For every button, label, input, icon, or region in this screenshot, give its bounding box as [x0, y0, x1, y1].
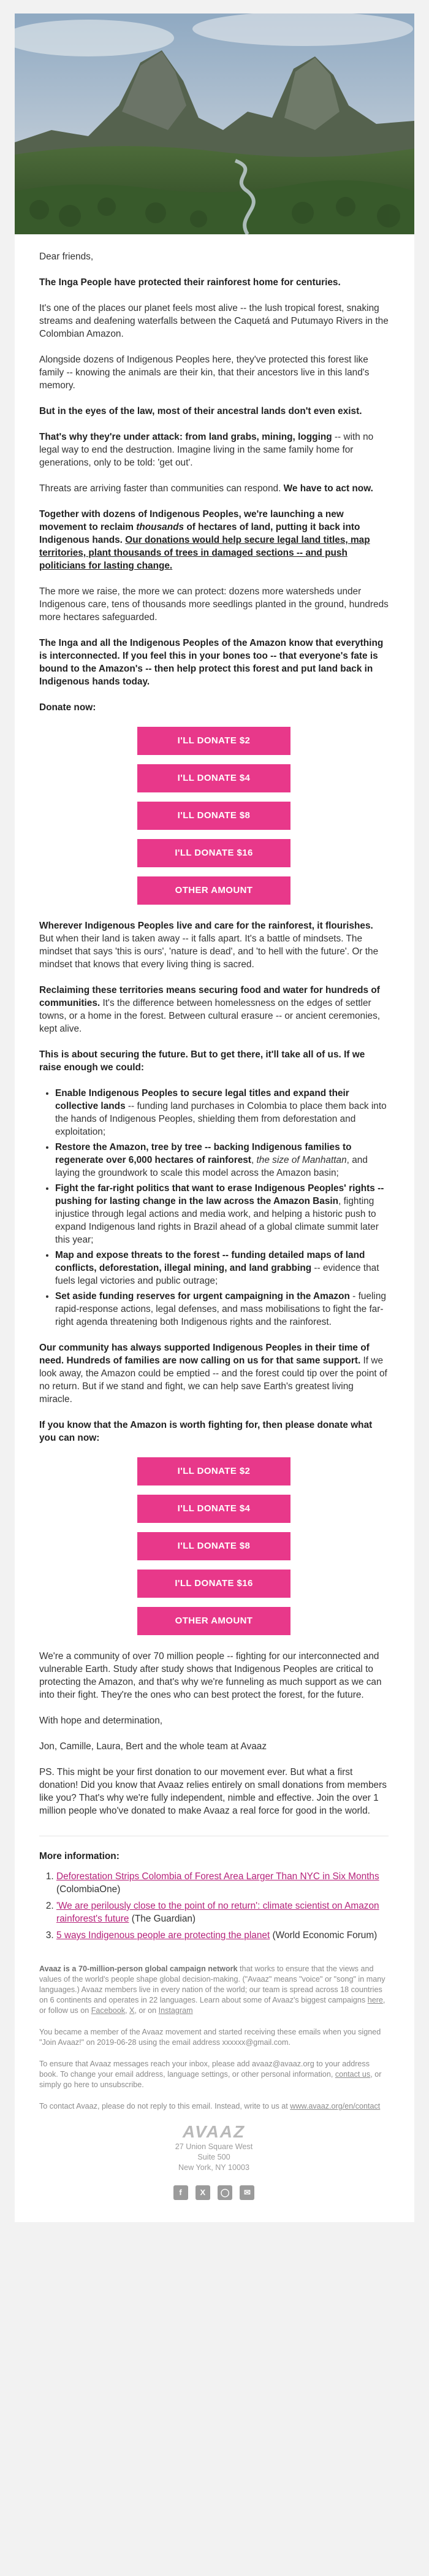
more-info-link[interactable]: 'We are perilously close to the point of no return': climate scientist on Amazon rainforest's future [56, 1901, 379, 1924]
footer-about: Avaaz is a 70-million-person global campaign network that works to ensure that the views and values of the world's people shape global decision-making. ("Avaaz" means "voice" or "song" in many languages.) Avaaz members live in every nation of the world; our team is spread across 18 countries on 6 continents and operates in 22 languages. Learn about some of Avaaz's biggest campaigns here, or follow us on Facebook, X, or on Instagram [39, 1965, 385, 2015]
donate-8-button[interactable]: I'LL DONATE $8 [137, 802, 290, 830]
paragraph-family: Alongside dozens of Indigenous Peoples here, they've protected this forest like family -- knowing the animals are their kin, that their ancestors live in this land's memory. [39, 355, 370, 391]
donate-buttons-top [39, 727, 389, 905]
more-information [39, 1836, 389, 1942]
greeting: Dear friends, [39, 251, 94, 262]
footer-membership: You became a member of the Avaaz movement and started receiving these emails when you signed "Join Avaaz!" on 2019-06-28 using the email address xxxxxx@gmail.com. [39, 2028, 381, 2047]
paragraph-interconnected: The Inga and all the Indigenous Peoples of the Amazon know that everything is interconnected. If you feel this in your bones too -- that everyone's fate is bound to the Amazon's -- then help protect this forest and put land back in Indigenous hands today. [39, 638, 384, 687]
paragraph-movement: Together with dozens of Indigenous Peoples, we're launching a new movement to reclaim thousands of hectares of land, putting it back into Indigenous hands. Our donations would help secure legal land titles, map territories, plant thousands of trees in damaged sections -- and push politicians for lasting change. [39, 509, 370, 571]
paragraph-law: But in the eyes of the law, most of their ancestral lands don't even exist. [39, 406, 362, 416]
donate-buttons-bottom [39, 1457, 389, 1635]
donate-4-button[interactable]: I'LL DONATE $4 [137, 764, 290, 792]
intro-headline: The Inga People have protected their rainforest home for centuries. [39, 277, 341, 288]
paragraph-future: This is about securing the future. But to get there, it'll take all of us. If we raise enough we could: [39, 1049, 365, 1073]
facebook-link[interactable]: Facebook [91, 2006, 126, 2015]
donate-other-button[interactable]: OTHER AMOUNT [137, 876, 290, 905]
donate-now-label: Donate now: [39, 702, 96, 713]
signoff: Jon, Camille, Laura, Bert and the whole team at Avaaz [39, 1741, 267, 1752]
more-info-link[interactable]: Deforestation Strips Colombia of Forest Area Larger Than NYC in Six Months [56, 1871, 379, 1882]
avaaz-logo: AVAAZ [182, 2122, 246, 2141]
paragraph-reclaiming: Reclaiming these territories means securing food and water for hundreds of communities. It's the difference between homelessness on the edges of settler towns, or a home in the forest. Between cultural erasure -- or ancient ceremonies, kept alive. [39, 985, 381, 1034]
campaigns-link[interactable]: here [367, 1996, 383, 2004]
contact-page-link[interactable]: www.avaaz.org/en/contact [290, 2102, 381, 2110]
paragraph-70-million: We're a community of over 70 million people -- fighting for our interconnected and vulnerable Earth. Study after study shows that Indigenous Peoples are critical to protecting the Amazon, and that's why we're funneling as much support as we can into their fight. They're the ones who can best protect the forest, for the future. [39, 1651, 382, 1700]
email-icon[interactable]: ✉ [240, 2185, 254, 2200]
postscript: PS. This might be your first donation to our movement ever. But what a first donation! Did you know that Avaaz relies entirely on small donations from members like you? That's why we're fully independent, nimble and effective. Join the over 1 million people who've donated to make Avaaz a real force for good in the world. [39, 1767, 387, 1816]
facebook-icon[interactable]: f [173, 2185, 188, 2200]
amazon-landscape-image [15, 13, 414, 234]
paragraph-forest: It's one of the places our planet feels most alive -- the lush tropical forest, snaking streams and deafening waterfalls between the Caquetá and Putumayo Rivers in the Colombian Amazon. [39, 303, 389, 339]
footer [39, 1964, 389, 2112]
more-info-heading: More information: [39, 1851, 120, 1861]
x-link[interactable]: X [129, 2006, 135, 2015]
donate-4-button[interactable]: I'LL DONATE $4 [137, 1495, 290, 1523]
paragraph-community: Our community has always supported Indigenous Peoples in their time of need. Hundreds of families are now calling on us for that same support. If we look away, the Amazon could be emptied -- and the forest could tip over the point of no return. But if we stand and fight, we can help save Earth's greatest living miracle. [39, 1343, 387, 1405]
list-item: • Restore the Amazon, tree by tree -- backing Indigenous families to regenerate over 6,000 hectares of rainforest, the size of Manhattan, and laying the groundwork to scale this model across the Amazon basin; [55, 1141, 389, 1179]
list-item: 1. Deforestation Strips Colombia of Forest Area Larger Than NYC in Six Months (ColombiaOne) [56, 1870, 389, 1896]
hero-image [15, 13, 414, 234]
list-item: • Map and expose threats to the forest -- funding detailed maps of land conflicts, deforestation, illegal mining, and land grabbing -- evidence that fuels legal victories and public outrage; [55, 1249, 389, 1287]
goals-list [39, 1087, 389, 1328]
donate-16-button[interactable]: I'LL DONATE $16 [137, 1570, 290, 1598]
list-item: • Enable Indigenous Peoples to secure legal titles and expand their collective lands -- funding land purchases in Colombia to place them back into the hands of Indigenous Peoples, shielding them from deforestation and exploitation; [55, 1087, 389, 1138]
donate-2-button[interactable]: I'LL DONATE $2 [137, 727, 290, 755]
instagram-link[interactable]: Instagram [158, 2006, 193, 2015]
list-item: 2. 'We are perilously close to the point of no return': climate scientist on Amazon rainforest's future (The Guardian) [56, 1899, 389, 1925]
list-item: • Fight the far-right politics that want to erase Indigenous Peoples' rights -- pushing for lasting change in the law across the Amazon Basin, fighting injustice through legal actions and media work, and helping a historic push to expand Indigenous land rights in Brazil ahead of a global climate summit later this year; [55, 1182, 389, 1246]
social-links [39, 2185, 389, 2200]
email-sheet [15, 13, 414, 2222]
footer-settings: To ensure that Avaaz messages reach your inbox, please add avaaz@avaaz.org to your address book. To change your email address, language settings, or other personal information, contact us, or simply go here to unsubscribe. [39, 2060, 382, 2089]
postal-address: 27 Union Square West Suite 500 New York, NY 10003 [175, 2142, 253, 2172]
more-info-link[interactable]: 5 ways Indigenous people are protecting the planet [56, 1930, 270, 1941]
donate-2-button[interactable]: I'LL DONATE $2 [137, 1457, 290, 1485]
x-icon[interactable]: X [196, 2185, 210, 2200]
list-item: • Set aside funding reserves for urgent campaigning in the Amazon - fueling rapid-response actions, legal defenses, and mass mobilisations to fight the far-right agenda threatening both Indigenous rights and the rainforest. [55, 1290, 389, 1328]
instagram-icon[interactable]: ◯ [218, 2185, 232, 2200]
more-info-list [39, 1870, 389, 1942]
paragraph-worth-fighting: If you know that the Amazon is worth fighting for, then please donate what you can now: [39, 1420, 373, 1443]
paragraph-hope: With hope and determination, [39, 1715, 163, 1726]
donate-other-button[interactable]: OTHER AMOUNT [137, 1607, 290, 1635]
paragraph-threats: Threats are arriving faster than communities can respond. We have to act now. [39, 483, 373, 494]
contact-us-link[interactable]: contact us [335, 2070, 371, 2079]
paragraph-attack: That's why they're under attack: from land grabs, mining, logging -- with no legal way to end the destruction. Imagine living in the same family home for generations, only to be told: 'get out'. [39, 432, 374, 468]
list-item: 3. 5 ways Indigenous people are protecting the planet (World Economic Forum) [56, 1929, 389, 1942]
email-body [15, 234, 414, 2222]
footer-contact: To contact Avaaz, please do not reply to this email. Instead, write to us at www.avaaz.org/en/contact [39, 2102, 381, 2110]
paragraph-flourishes: Wherever Indigenous Peoples live and care for the rainforest, it flourishes. But when their land is taken away -- it falls apart. It's a battle of mindsets. The mindset that says 'this is ours', 'nature is dead', and 'to hell with the future'. Or the mindset that knows that every living thing is sacred. [39, 921, 379, 970]
paragraph-raise: The more we raise, the more we can protect: dozens more watersheds under Indigenous care, tens of thousands more seedlings planted in the ground, hundreds more hectares safeguarded. [39, 586, 389, 623]
donate-16-button[interactable]: I'LL DONATE $16 [137, 839, 290, 867]
donate-8-button[interactable]: I'LL DONATE $8 [137, 1532, 290, 1560]
